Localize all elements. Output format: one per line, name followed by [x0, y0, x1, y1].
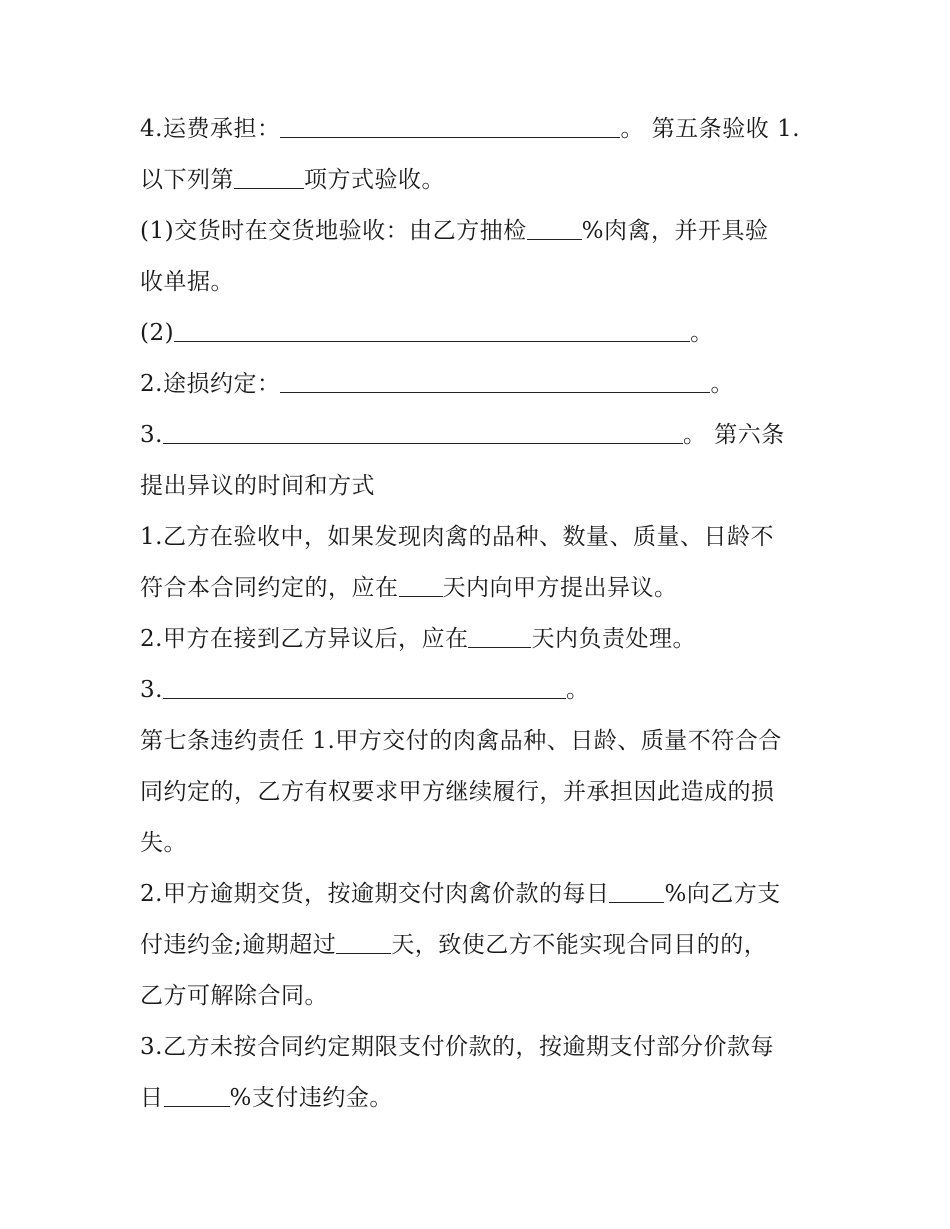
text-segment: 。 第六条	[682, 422, 785, 448]
text-line	[140, 155, 820, 206]
text-line	[140, 716, 820, 767]
fill-in-blank	[163, 678, 566, 699]
text-segment: 失。	[140, 830, 187, 856]
text-segment: 1.乙方在验收中，如果发现肉禽的品种、数量、质量、日龄不	[140, 524, 774, 550]
text-segment: (1)交货时在交货地验收：由乙方抽检	[140, 218, 527, 244]
text-segment: 第七条违约责任 1.甲方交付的肉禽品种、日龄、质量不符合合	[140, 728, 782, 754]
text-line	[140, 665, 820, 716]
text-segment: 2.甲方在接到乙方异议后，应在	[140, 626, 469, 652]
text-segment: 符合本合同约定的，应在	[140, 575, 399, 601]
text-line	[140, 869, 820, 920]
fill-in-blank	[336, 933, 391, 954]
text-line	[140, 1073, 820, 1124]
text-line	[140, 971, 820, 1022]
text-segment: 同约定的，乙方有权要求甲方继续履行，并承担因此造成的损	[140, 779, 775, 805]
text-segment: 天，致使乙方不能实现合同目的的，	[391, 932, 768, 958]
text-line	[140, 257, 820, 308]
text-segment: 3.	[140, 677, 163, 703]
fill-in-blank	[527, 219, 582, 240]
fill-in-blank	[399, 576, 443, 597]
text-line	[140, 410, 820, 461]
text-line	[140, 767, 820, 818]
text-line	[140, 920, 820, 971]
text-segment: 提出异议的时间和方式	[140, 473, 375, 499]
text-segment: 以下列第	[140, 167, 234, 193]
text-segment: 2.途损约定：	[140, 371, 281, 397]
text-segment: 。	[710, 371, 734, 397]
text-segment: %肉禽，并开具验	[581, 218, 769, 244]
text-segment: (2)	[140, 320, 175, 346]
fill-in-blank	[174, 321, 690, 342]
text-segment: 乙方可解除合同。	[140, 983, 328, 1009]
text-segment: 3.乙方未按合同约定期限支付价款的，按逾期支付部分价款每	[140, 1034, 774, 1060]
text-line	[140, 206, 820, 257]
fill-in-blank	[280, 372, 710, 393]
text-line	[140, 359, 820, 410]
text-segment: 2.甲方逾期交货，按逾期交付肉禽价款的每日	[140, 881, 610, 907]
text-segment: 。	[565, 677, 590, 703]
fill-in-blank	[234, 168, 304, 189]
text-segment: 日	[140, 1085, 164, 1111]
fill-in-blank	[609, 882, 664, 903]
text-line	[140, 1022, 820, 1073]
text-line	[140, 818, 820, 869]
text-line	[140, 104, 820, 155]
text-segment: 。 第五条验收 1.	[620, 116, 801, 142]
text-line	[140, 308, 820, 359]
text-segment: 收单据。	[140, 269, 234, 295]
text-segment: 天内向甲方提出异议。	[442, 575, 678, 601]
text-segment: 天内负责处理。	[531, 626, 696, 652]
fill-in-blank	[163, 423, 683, 444]
text-line	[140, 461, 820, 512]
text-line	[140, 563, 820, 614]
fill-in-blank	[468, 627, 531, 648]
fill-in-blank	[280, 117, 620, 138]
text-segment: 4.运费承担：	[140, 116, 281, 142]
text-segment: 付违约金;逾期超过	[140, 932, 337, 958]
text-line	[140, 512, 820, 563]
text-segment: 3.	[140, 422, 163, 448]
text-segment: 项方式验收。	[304, 167, 445, 193]
text-segment: %支付违约金。	[229, 1085, 393, 1111]
document-page	[140, 104, 820, 1124]
text-line	[140, 614, 820, 665]
text-segment: 。	[690, 320, 714, 346]
text-segment: %向乙方支	[664, 881, 781, 907]
fill-in-blank	[164, 1086, 230, 1107]
